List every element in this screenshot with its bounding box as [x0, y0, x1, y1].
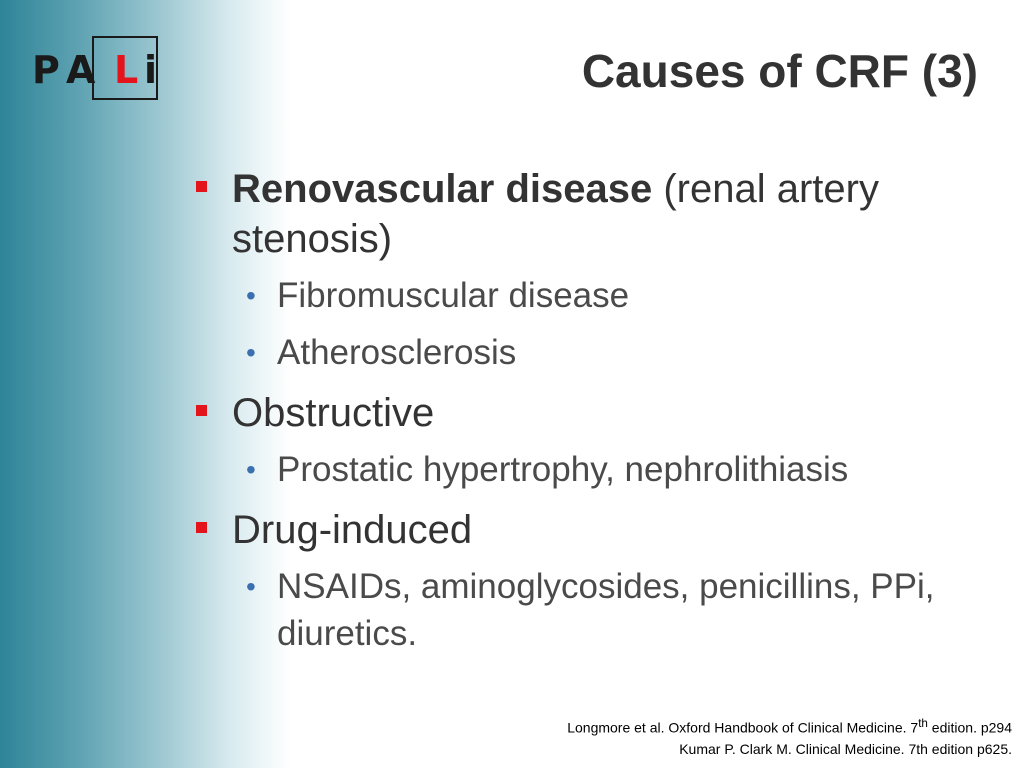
- reference-1-superscript: th: [918, 717, 928, 731]
- pali-logo: [32, 36, 172, 100]
- square-bullet-icon: [196, 522, 207, 533]
- sub-bullet-nsaids: [232, 563, 996, 657]
- sub-bullet-text: Fibromuscular disease: [277, 276, 630, 315]
- dot-bullet-icon: •: [246, 454, 256, 485]
- dot-bullet-icon: •: [246, 280, 256, 311]
- dot-bullet-icon: •: [246, 337, 256, 368]
- bullet-text: (renal artery stenosis): [232, 167, 879, 261]
- reference-1-suffix: edition. p294: [927, 720, 1012, 736]
- bullet-bold-text: Renovascular disease: [232, 167, 653, 211]
- sub-bullet-text: Prostatic hypertrophy, nephrolithiasis: [277, 450, 849, 489]
- reference-2: Kumar P. Clark M. Clinical Medicine. 7th edition p625.: [679, 741, 1012, 757]
- sub-bullet-fibromuscular: [232, 272, 996, 319]
- logo-letter-i: i: [144, 48, 158, 92]
- bullet-text: Obstructive: [232, 391, 435, 435]
- sub-bullet-prostatic: [232, 446, 996, 493]
- reference-1-text: Longmore et al. Oxford Handbook of Clinical Medicine. 7: [567, 720, 919, 736]
- bullet-text: Drug-induced: [232, 508, 473, 552]
- sub-list: [232, 446, 996, 493]
- sub-bullet-atherosclerosis: [232, 329, 996, 376]
- bullet-obstructive: [196, 388, 996, 493]
- bullet-drug-induced: [196, 505, 996, 657]
- sub-bullet-text: Atherosclerosis: [277, 333, 517, 372]
- bullet-renovascular: [196, 164, 996, 376]
- dot-bullet-icon: •: [246, 571, 256, 602]
- reference-1: [567, 713, 1012, 739]
- sub-list: [232, 272, 996, 376]
- slide-title: Causes of CRF (3): [581, 45, 978, 97]
- bullet-list: [196, 164, 996, 669]
- references: [567, 713, 1012, 760]
- logo-letter-p: P: [32, 48, 60, 92]
- square-bullet-icon: [196, 405, 207, 416]
- square-bullet-icon: [196, 181, 207, 192]
- sub-list: [232, 563, 996, 657]
- sub-bullet-text: NSAIDs, aminoglycosides, penicillins, PPi, diuretics.: [277, 567, 935, 653]
- logo-letter-l: L: [114, 48, 139, 92]
- logo-letter-a: A: [66, 48, 96, 92]
